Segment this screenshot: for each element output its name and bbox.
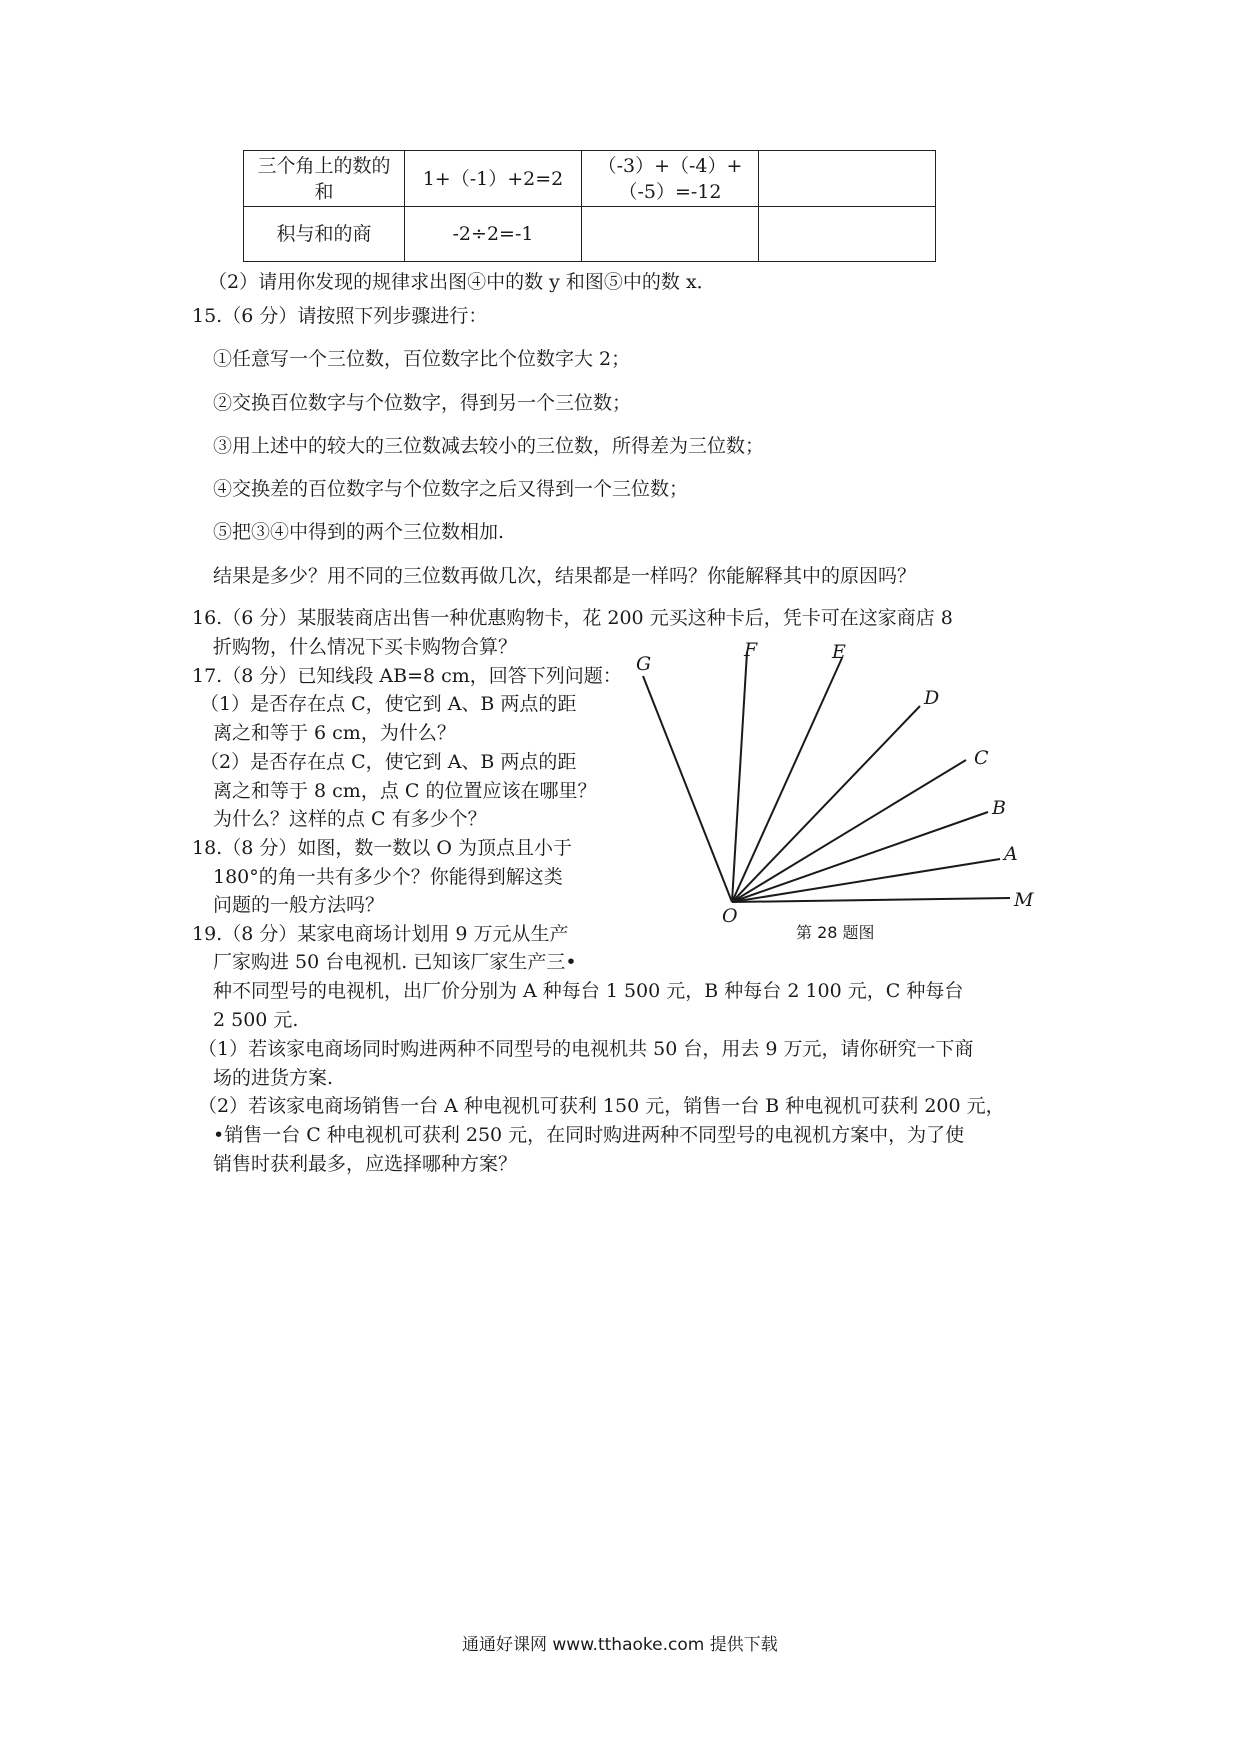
q17-line-6: 为什么？这样的点 C 有多少个？ [213, 808, 487, 830]
rays-figure [628, 640, 1048, 950]
row2-col3 [759, 207, 936, 262]
ray-ob [732, 812, 988, 902]
q19-part2-line-1: （2）若该家电商场销售一台 A 种电视机可获利 150 元，销售一台 B 种电视机可获利 200 元， [198, 1095, 1005, 1117]
q19-line-3: 种不同型号的电视机，出厂价分别为 A 种每台 1 500 元，B 种每台 2 100 元，C 种每台 [213, 980, 964, 1002]
row1-label: 三个角上的数的和 [244, 151, 405, 207]
q15-step-1: ①任意写一个三位数，百位数字比个位数字大 2； [213, 348, 631, 370]
q17-line-3: 离之和等于 6 cm，为什么？ [213, 722, 456, 744]
row2-col1: -2÷2=-1 [405, 207, 582, 262]
q15-question: 结果是多少？用不同的三位数再做几次，结果都是一样吗？你能解释其中的原因吗？ [213, 565, 917, 587]
q15-step-4: ④交换差的百位数字与个位数字之后又得到一个三位数； [213, 478, 689, 500]
label-b: B [992, 797, 1006, 819]
ray-oa [732, 859, 1000, 902]
label-c: C [974, 747, 989, 769]
q18-line-3: 问题的一般方法吗？ [213, 894, 385, 916]
q19-line-4: 2 500 元. [213, 1009, 299, 1031]
q19-part2-line-2: •销售一台 C 种电视机可获利 250 元，在同时购进两种不同型号的电视机方案中，为了使 [213, 1124, 965, 1146]
q15-step-5: ⑤把③④中得到的两个三位数相加. [213, 521, 505, 543]
label-o: O [722, 905, 738, 927]
row1-col2: （-3）+（-4）+（-5）=-12 [582, 151, 759, 207]
q17-line-1: 17.（8 分）已知线段 AB=8 cm，回答下列问题： [192, 665, 622, 687]
ray-om [732, 898, 1010, 902]
ray-of [732, 652, 747, 902]
q17-line-2: （1）是否存在点 C，使它到 A、B 两点的距 [200, 693, 577, 715]
label-d: D [924, 687, 940, 709]
label-f: F [744, 640, 758, 661]
q15-heading: 15.（6 分）请按照下列步骤进行： [192, 305, 488, 327]
q14-part2: （2）请用你发现的规律求出图④中的数 y 和图⑤中的数 x． [208, 271, 716, 293]
q19-part2-line-3: 销售时获利最多，应选择哪种方案？ [213, 1153, 518, 1175]
q18-line-2: 180°的角一共有多少个？你能得到解这类 [213, 866, 563, 888]
q16-line-2: 折购物，什么情况下买卡购物合算？ [213, 636, 518, 658]
figure-caption: 第 28 题图 [796, 923, 875, 942]
label-m: M [1014, 889, 1034, 911]
rays [643, 652, 1010, 902]
q17-line-5: 离之和等于 8 cm，点 C 的位置应该在哪里？ [213, 780, 597, 802]
q18-line-1: 18.（8 分）如图，数一数以 O 为顶点且小于 [192, 837, 573, 859]
q16-line-1: 16.（6 分）某服装商店出售一种优惠购物卡，花 200 元买这种卡后，凭卡可在这家商店 8 [192, 607, 953, 629]
q19-part1-line-2: 场的进货方案. [213, 1067, 334, 1089]
q19-line-1: 19.（8 分）某家电商场计划用 9 万元从生产 [192, 923, 569, 945]
row1-col1: 1+（-1）+2=2 [405, 151, 582, 207]
row1-col3 [759, 151, 936, 207]
label-a: A [1004, 843, 1018, 865]
q15-step-2: ②交换百位数字与个位数字，得到另一个三位数； [213, 392, 632, 414]
label-e: E [832, 641, 846, 663]
q19-line-2: 厂家购进 50 台电视机. 已知该厂家生产三• [213, 951, 577, 973]
label-g: G [636, 653, 652, 675]
q17-line-4: （2）是否存在点 C，使它到 A、B 两点的距 [200, 751, 577, 773]
ray-og [643, 676, 732, 902]
ray-oe [732, 658, 842, 902]
q15-step-3: ③用上述中的较大的三位数减去较小的三位数，所得差为三位数； [213, 435, 765, 457]
pattern-table [243, 150, 936, 262]
q19-part1-line-1: （1）若该家电商场同时购进两种不同型号的电视机共 50 台，用去 9 万元，请你研究一下商 [198, 1038, 974, 1060]
row2-label: 积与和的商 [244, 207, 405, 262]
row2-col2 [582, 207, 759, 262]
footer-credit: 通通好课网 www.tthaoke.com 提供下载 [462, 1635, 778, 1655]
